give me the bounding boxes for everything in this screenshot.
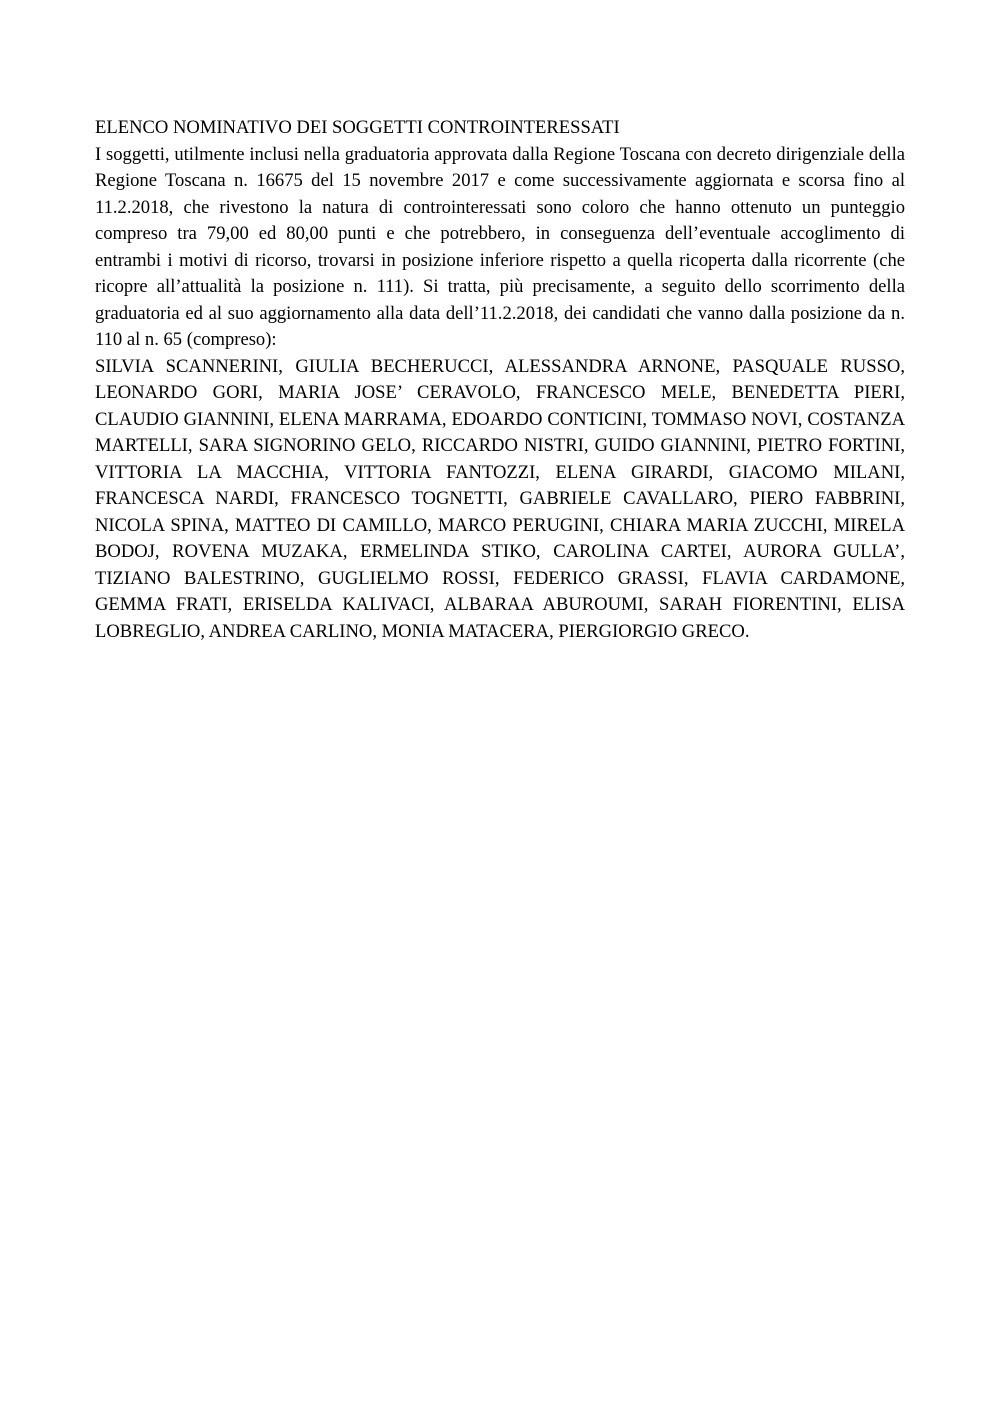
document-body [95, 115, 905, 645]
intro-paragraph: I soggetti, utilmente inclusi nella graduatoria approvata dalla Regione Toscana con decreto dirigenziale della Regione Toscana n. 16675 del 15 novembre 2017 e come successivamente aggiornata e scorsa fino al 11.2.2018, che rivestono la natura di controinteressati sono coloro che hanno ottenuto un punteggio compreso tra 79,00 ed 80,00 punti e che potrebbero, in conseguenza dell’eventuale accoglimento di entrambi i motivi di ricorso, trovarsi in posizione inferiore rispetto a quella ricoperta dalla ricorrente (che ricopre all’attualità la posizione n. 111). Si tratta, più precisamente, a seguito dello scorrimento della graduatoria ed al suo aggiornamento alla data dell’11.2.2018, dei candidati che vanno dalla posizione da n. 110 al n. 65 (compreso): [95, 143, 905, 350]
names-list: SILVIA SCANNERINI, GIULIA BECHERUCCI, ALESSANDRA ARNONE, PASQUALE RUSSO, LEONARDO GORI, MARIA JOSE’ CERAVOLO, FRANCESCO MELE, BENEDETTA PIERI, CLAUDIO GIANNINI, ELENA MARRAMA, EDOARDO CONTICINI, TOMMASO NOVI, COSTANZA MARTELLI, SARA SIGNORINO GELO, RICCARDO NISTRI, GUIDO GIANNINI, PIETRO FORTINI, VITTORIA LA MACCHIA, VITTORIA FANTOZZI, ELENA GIRARDI, GIACOMO MILANI, FRANCESCA NARDI, FRANCESCO TOGNETTI, GABRIELE CAVALLARO, PIERO FABBRINI, NICOLA SPINA, MATTEO DI CAMILLO, MARCO PERUGINI, CHIARA MARIA ZUCCHI, MIRELA BODOJ, ROVENA MUZAKA, ERMELINDA STIKO, CAROLINA CARTEI, AURORA GULLA’, TIZIANO BALESTRINO, GUGLIELMO ROSSI, FEDERICO GRASSI, FLAVIA CARDAMONE, GEMMA FRATI, ERISELDA KALIVACI, ALBARAA ABUROUMI, SARAH FIORENTINI, ELISA LOBREGLIO, ANDREA CARLINO, MONIA MATACERA, PIERGIORGIO GRECO. [95, 355, 905, 642]
document-title: ELENCO NOMINATIVO DEI SOGGETTI CONTROINTERESSATI [95, 117, 620, 138]
